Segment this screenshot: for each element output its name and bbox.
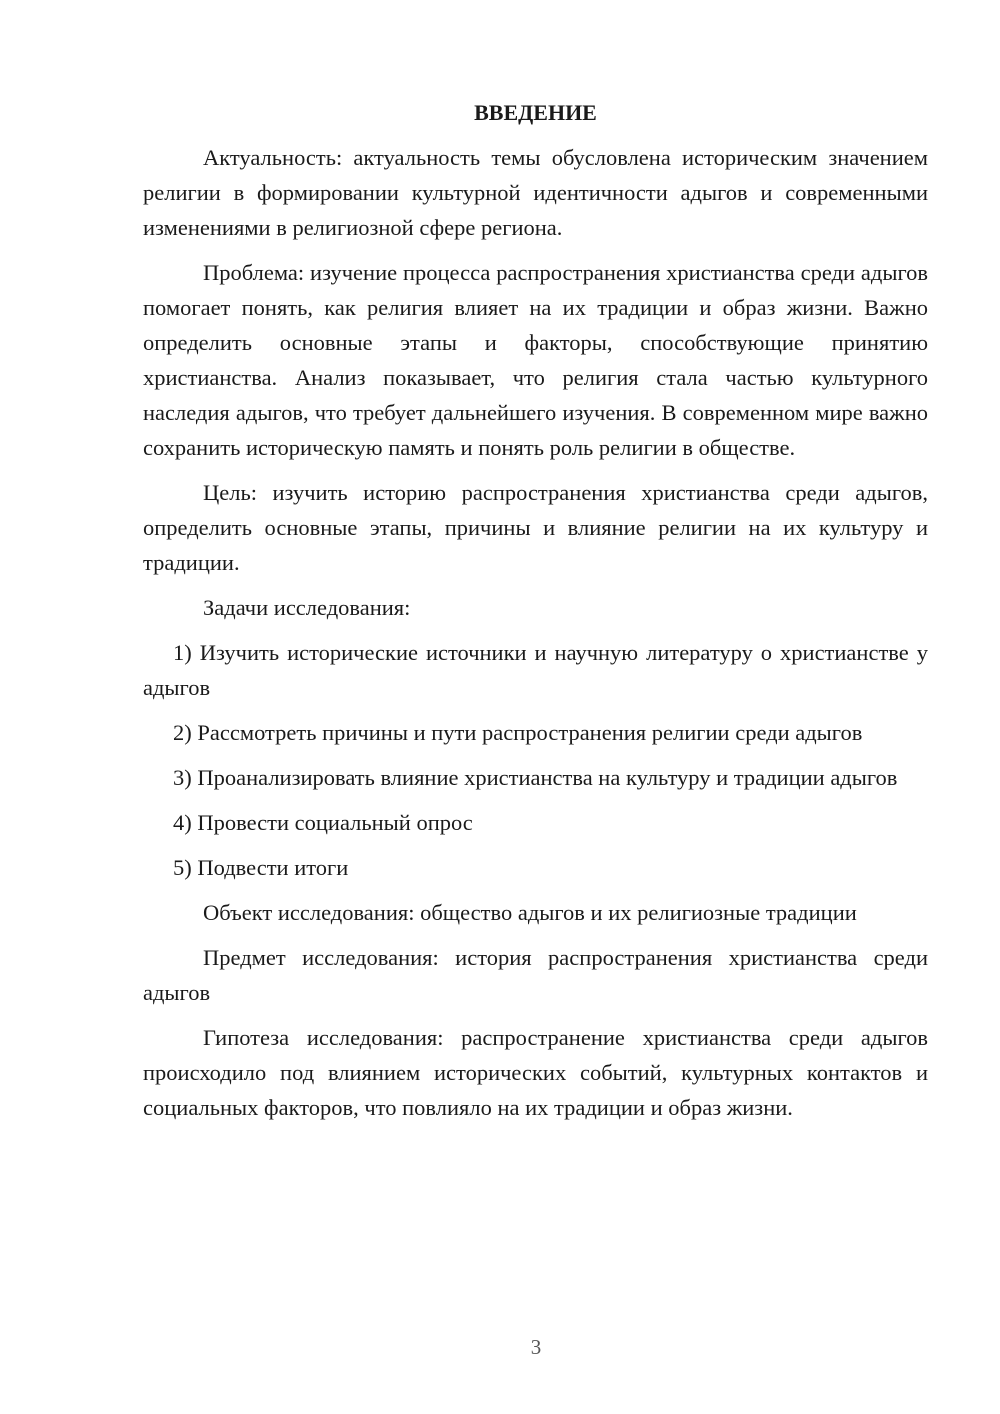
hypothesis-paragraph: Гипотеза исследования: распространение христианства среди адыгов происходило под влиянием исторических событий, культурных контактов и социальных факторов, что повлияло на их традиции и образ жизни. xyxy=(143,1025,928,1120)
task-item: 5) Подвести итоги xyxy=(173,855,349,880)
relevance-paragraph: Актуальность: актуальность темы обусловлена историческим значением религии в формировании культурной идентичности адыгов и современными изменениями в религиозной сфере региона. xyxy=(143,145,928,240)
problem-paragraph: Проблема: изучение процесса распространения христианства среди адыгов помогает понять, как религия влияет на их традиции и образ жизни. Важно определить основные этапы и факторы, способствующие принятию христианства. Анализ показывает, что религия стала частью культурного наследия адыгов, что требует дальнейшего изучения. В современном мире важно сохранить историческую память и понять роль религии в обществе. xyxy=(143,260,928,460)
subject-paragraph: Предмет исследования: история распространения христианства среди адыгов xyxy=(143,945,928,1005)
goal-paragraph: Цель: изучить историю распространения христианства среди адыгов, определить основные этапы, причины и влияние религии на их культуру и традиции. xyxy=(143,480,928,575)
task-item: 1) Изучить исторические источники и научную литературу о христианстве у адыгов xyxy=(143,640,928,700)
object-paragraph: Объект исследования: общество адыгов и их религиозные традиции xyxy=(203,900,857,925)
document-body xyxy=(143,95,928,1135)
task-item: 4) Провести социальный опрос xyxy=(173,810,473,835)
page-number: 3 xyxy=(530,1335,542,1359)
task-item: 3) Проанализировать влияние христианства на культуру и традиции адыгов xyxy=(173,765,898,790)
tasks-heading: Задачи исследования: xyxy=(203,595,411,620)
task-item: 2) Рассмотреть причины и пути распространения религии среди адыгов xyxy=(173,720,863,745)
section-title: ВВЕДЕНИЕ xyxy=(474,100,597,125)
